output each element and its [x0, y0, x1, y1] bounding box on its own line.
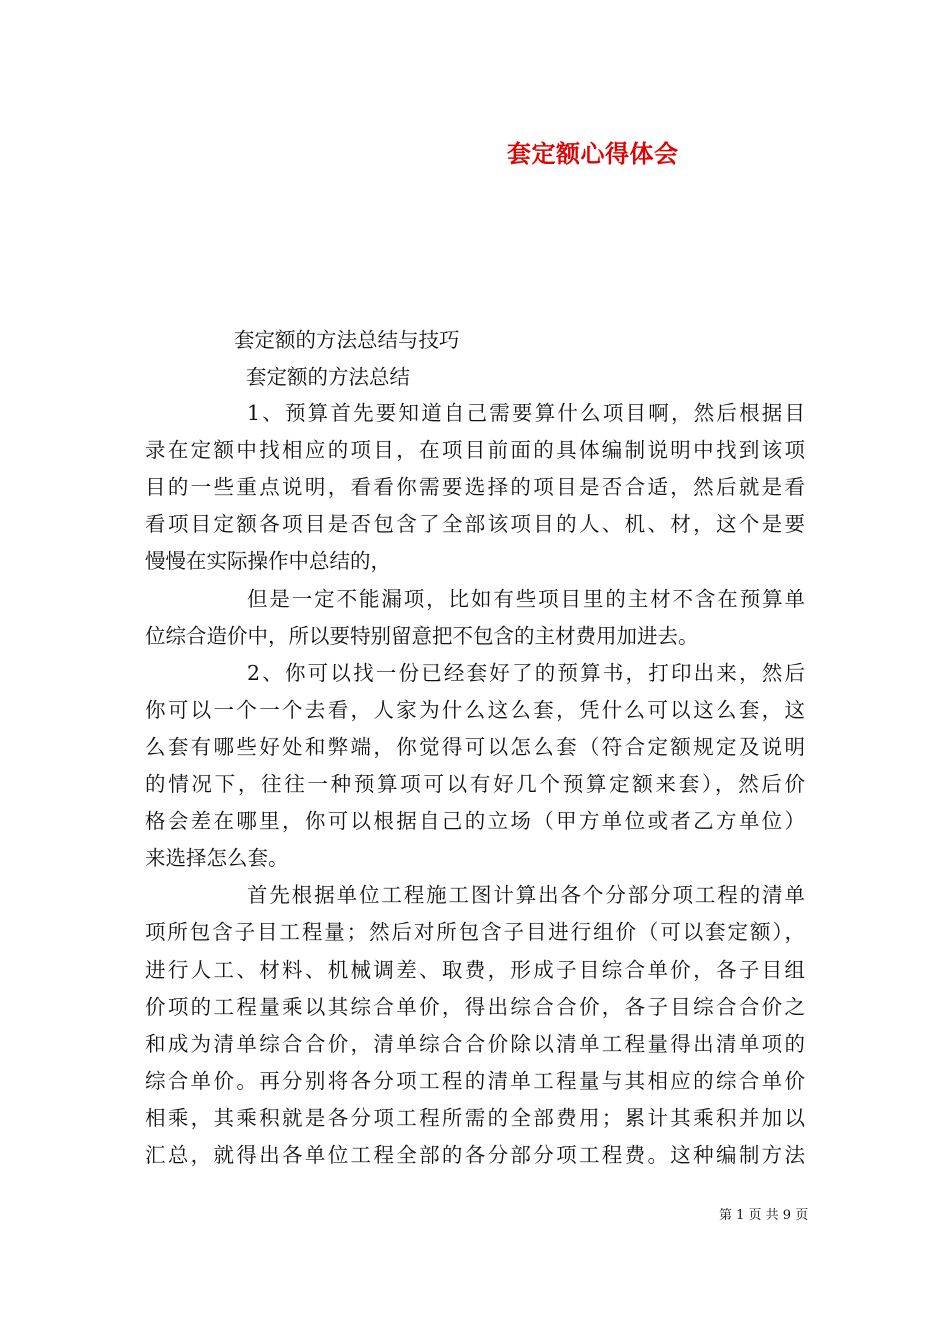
paragraph-line: 价项的工程量乘以其综合单价，得出综合合价，各子目综合合价之	[145, 994, 805, 1019]
paragraph-line: 1、预算首先要知道自己需要算什么项目啊，然后根据目	[247, 401, 805, 425]
paragraph-line: 慢慢在实际操作中总结的，	[145, 549, 391, 574]
section-heading: 套定额的方法总结与技巧	[234, 328, 460, 352]
paragraph-line: 和成为清单综合合价，清单综合合价除以清单工程量得出清单项的	[145, 1031, 805, 1056]
paragraph-line: 来选择怎么套。	[145, 846, 289, 871]
paragraph-line: 汇总，就得出各单位工程全部的各分部分项工程费。这种编制方法	[145, 1143, 805, 1167]
document-title: 套定额心得体会	[507, 139, 679, 168]
paragraph-line: 录在定额中找相应的项目，在项目前面的具体编制说明中找到该项	[145, 438, 805, 463]
paragraph-line: 位综合造价中，所以要特别留意把不包含的主材费用加进去。	[145, 623, 699, 648]
paragraph-line: 相乘，其乘积就是各分项工程所需的全部费用；累计其乘积并加以	[145, 1105, 805, 1130]
paragraph-line: 但是一定不能漏项，比如有些项目里的主材不含在预算单	[247, 586, 805, 611]
paragraph-line: 格会差在哪里，你可以根据自己的立场（甲方单位或者乙方单位）	[145, 809, 805, 834]
paragraph-line: 目的一些重点说明，看看你需要选择的项目是否合适，然后就是看	[145, 475, 805, 500]
paragraph-line: 进行人工、材料、机械调差、取费，形成子目综合单价，各子目组	[145, 957, 805, 982]
paragraph-line: 的情况下，往往一种预算项可以有好几个预算定额来套），然后价	[145, 772, 805, 796]
subsection-heading: 套定额的方法总结	[246, 365, 410, 389]
paragraph-line: 首先根据单位工程施工图计算出各个分部分项工程的清单	[247, 883, 805, 908]
paragraph-line: 看项目定额各项目是否包含了全部该项目的人、机、材，这个是要	[145, 512, 805, 537]
paragraph-line: 你可以一个一个去看，人家为什么这么套，凭什么可以这么套，这	[145, 697, 805, 722]
paragraph-line: 2、你可以找一份已经套好了的预算书，打印出来，然后	[247, 660, 805, 685]
paragraph-line: 么套有哪些好处和弊端，你觉得可以怎么套（符合定额规定及说明	[145, 734, 805, 759]
paragraph-line: 综合单价。再分别将各分项工程的清单工程量与其相应的综合单价	[145, 1068, 805, 1093]
page-number: 第 1 页 共 9 页	[719, 1208, 809, 1223]
paragraph-line: 项所包含子目工程量；然后对所包含子目进行组价（可以套定额），	[145, 920, 805, 945]
